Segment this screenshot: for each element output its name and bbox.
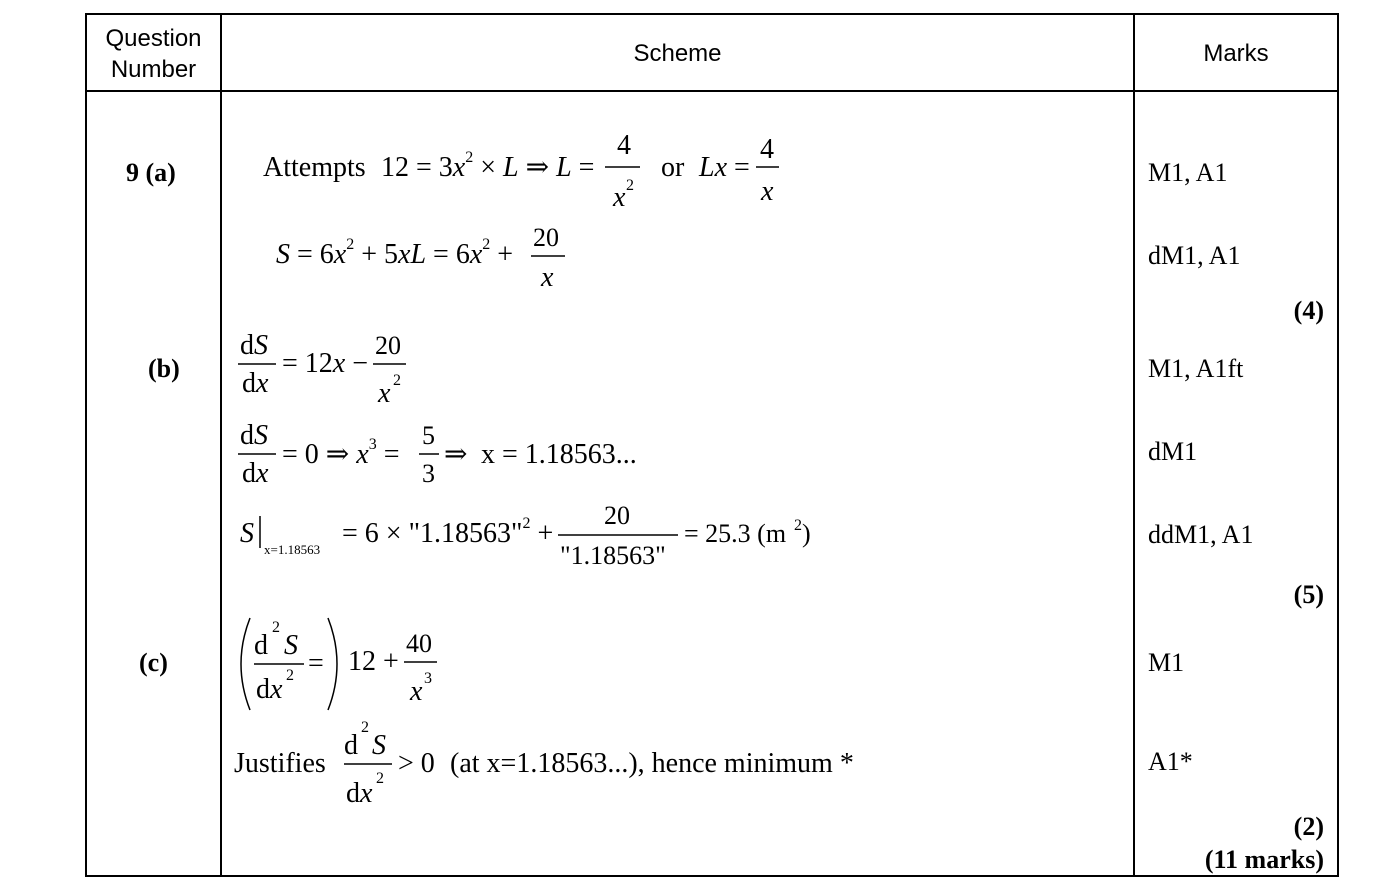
eq-b3-sub: x=1.18563 — [264, 542, 321, 557]
eq-c2-S: S — [372, 730, 386, 761]
equation-a-line2 — [276, 220, 596, 292]
eq-a1-rhs: Lx = — [699, 152, 750, 183]
eq-c1-dx2-exp: 2 — [286, 667, 294, 684]
mark-a-line1: M1, A1 — [1148, 158, 1228, 187]
header-question-number — [87, 23, 220, 85]
header-divider — [85, 90, 1339, 92]
scheme-b-line3 — [238, 500, 838, 578]
eq-c1-mid: 12 + — [348, 646, 399, 677]
column-divider-right — [1133, 13, 1135, 877]
eq-c1-eq: = — [308, 648, 324, 679]
eq-a1-rhs-num: 4 — [760, 134, 774, 165]
mark-b-line1: M1, A1ft — [1148, 354, 1244, 383]
equation-a-line1 — [263, 128, 823, 218]
eq-c1-S: S — [284, 630, 298, 661]
eq-b1-dS: dS — [240, 330, 268, 361]
left-paren — [241, 618, 250, 710]
mark-a-line2: dM1, A1 — [1148, 241, 1241, 270]
right-paren — [328, 618, 337, 710]
mark-c-line2: A1* — [1148, 747, 1193, 776]
eq-c1-num: 40 — [406, 629, 432, 658]
eq-b2-dS: dS — [240, 420, 268, 451]
eq-b1-mid: = 12x − — [282, 348, 369, 379]
eq-b1-dx: dx — [242, 368, 269, 399]
mark-b-line2: dM1 — [1148, 437, 1198, 466]
scheme-a-line2 — [276, 220, 596, 292]
header-question-label: Question — [105, 25, 202, 52]
eq-c1-den-exp: 3 — [424, 670, 432, 687]
eq-b1-den: x — [378, 378, 391, 408]
total-b: (5) — [1293, 580, 1324, 609]
part-a-label: 9 (a) — [126, 158, 176, 187]
eq-b2-num: 5 — [422, 421, 435, 450]
eq-a1-lhs: $12 = 3x^2 \times L$ ⇒ L = — [381, 149, 595, 183]
eq-b3-close: ) — [802, 519, 811, 548]
eq-a1-den: x — [613, 182, 626, 213]
equation-b-line1 — [238, 328, 438, 408]
eq-b1-num: 20 — [375, 331, 401, 360]
mark-b-line3: ddM1, A1 — [1148, 520, 1254, 549]
scheme-c-line2 — [234, 718, 934, 810]
eq-b3-unit-exp: 2 — [794, 517, 802, 534]
equation-b-line2 — [238, 418, 698, 490]
eq-c1-den: x — [410, 676, 423, 707]
eq-c2-dx-exp: 2 — [376, 770, 384, 787]
eq-b2-value: x = 1.18563... — [481, 439, 637, 470]
eq-b2-dx: dx — [242, 458, 269, 489]
eq-c1-dx2: dx — [256, 674, 283, 705]
eq-b3-den: "1.18563" — [560, 541, 666, 570]
eq-b3-S: S — [240, 518, 254, 549]
eq-a1-den-exp: 2 — [626, 177, 634, 194]
eq-b3-num: 20 — [604, 501, 630, 530]
total-a: (4) — [1293, 296, 1324, 325]
eq-c1-d2S-exp: 2 — [272, 619, 280, 636]
total-c: (2) — [1293, 812, 1324, 841]
eq-c2-dx: dx — [346, 778, 373, 809]
mark-c-line1: M1 — [1148, 648, 1185, 677]
scheme-c-line1 — [236, 612, 456, 716]
scheme-b-line2 — [238, 418, 698, 490]
eq-a1-rhs-den: x — [761, 176, 774, 207]
scheme-b-line1 — [238, 328, 438, 408]
eq-c2-d: d — [344, 730, 358, 761]
scheme-a-line1 — [263, 128, 823, 218]
header-marks: Marks — [1203, 40, 1269, 67]
eq-c2-d-exp: 2 — [361, 719, 369, 736]
eq-c2-gt: > 0 — [398, 748, 435, 779]
eq-b3-result: = 25.3 (m — [684, 519, 787, 548]
grand-total: (11 marks) — [1204, 845, 1324, 874]
eq-b1-den-exp: 2 — [393, 372, 401, 389]
equation-c-line2 — [234, 718, 934, 810]
justifies-word: Justifies — [234, 748, 326, 779]
header-scheme: Scheme — [633, 40, 722, 67]
part-c-label: (c) — [139, 648, 168, 677]
header-number-label: Number — [110, 56, 197, 83]
eq-c1-d2S: d — [254, 630, 268, 661]
eq-a2: $S = 6x^2 + 5xL = 6x^2$ + — [276, 236, 514, 270]
part-b-label: (b) — [148, 354, 180, 383]
eq-b2-arrow: ⇒ — [444, 439, 468, 470]
eq-a1-num: 4 — [617, 130, 631, 161]
equation-c-line1 — [236, 612, 456, 716]
column-divider-left — [220, 13, 222, 877]
eq-b3-mid: = 6 × "1.18563"$^2$ + — [342, 515, 554, 549]
eq-a2-num: 20 — [533, 223, 559, 252]
attempts-word: Attempts — [263, 152, 366, 183]
eq-a2-den: x — [541, 262, 554, 292]
or-word: or — [661, 152, 685, 183]
eq-c2-suffix: (at x=1.18563...), hence minimum * — [450, 748, 854, 779]
eq-b2-mid: = 0 ⇒ $x^3$ = — [282, 436, 400, 470]
equation-b-line3 — [238, 500, 838, 578]
eq-b2-den: 3 — [422, 459, 435, 488]
